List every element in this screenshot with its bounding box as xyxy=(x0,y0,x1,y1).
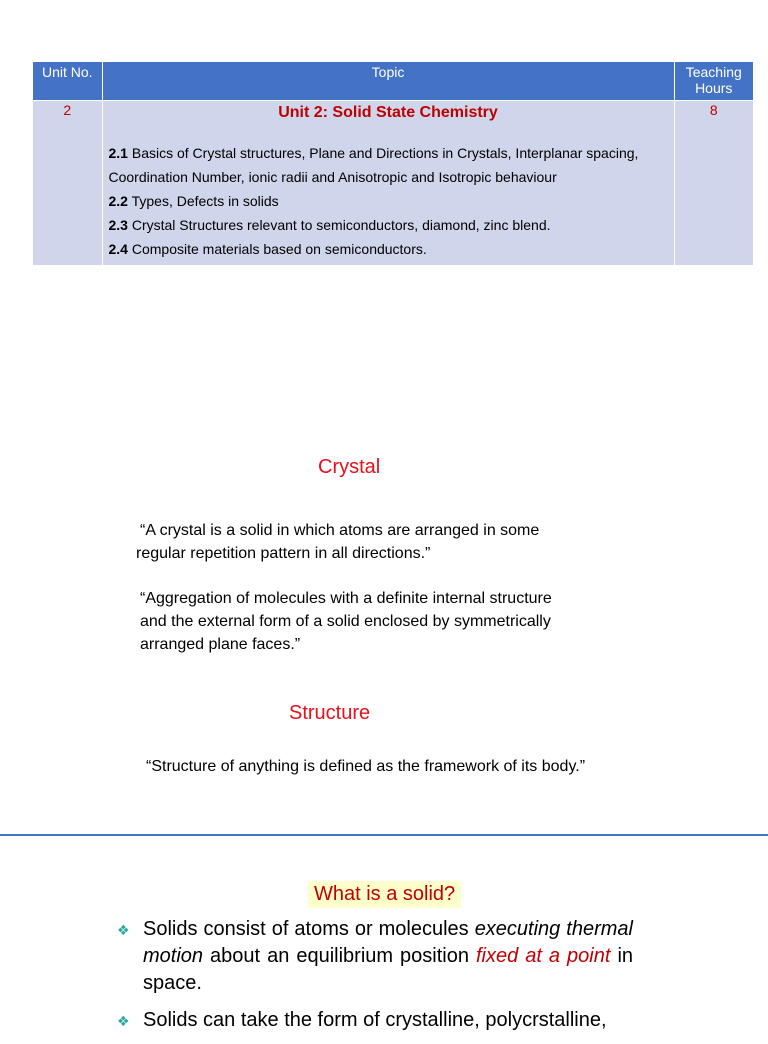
topic-text: Crystal Structures relevant to semiconductors, diamond, zinc blend. xyxy=(127,217,551,233)
header-hours-line1: Teaching xyxy=(685,64,742,80)
topic-line xyxy=(109,237,668,261)
cell-topic xyxy=(102,101,674,266)
structure-heading: Structure xyxy=(289,702,371,724)
table-header-row xyxy=(33,62,753,101)
four-diamond-bullet-icon: ❖ xyxy=(117,1013,130,1029)
list-item xyxy=(117,916,633,997)
topic-text: Coordination Number, ionic radii and Anisotropic and Isotropic behaviour xyxy=(108,169,557,185)
quote-line: regular repetition pattern in all directions.” xyxy=(136,545,431,562)
bullet-text: Solids consist of atoms or molecules xyxy=(143,918,475,940)
topic-line xyxy=(109,165,668,189)
topic-line xyxy=(109,141,668,165)
topic-text: Composite materials based on semiconductors. xyxy=(127,241,427,257)
quote-line: and the external form of a solid enclosed by symmetrically xyxy=(140,613,551,630)
quote-line: “Aggregation of molecules with a definite internal structure xyxy=(140,590,552,607)
quote-line: arranged plane faces.” xyxy=(140,636,301,653)
slide-divider xyxy=(0,834,768,836)
topic-text: Basics of Crystal structures, Plane and Directions in Crystals, Interplanar spacing, xyxy=(127,145,639,161)
unit-title: Unit 2: Solid State Chemistry xyxy=(278,104,498,121)
topic-line xyxy=(109,213,668,237)
bullet-text: in space. xyxy=(143,945,634,994)
table-row xyxy=(33,101,753,266)
four-diamond-bullet-icon: ❖ xyxy=(117,922,130,938)
crystal-heading: Crystal xyxy=(318,456,381,478)
header-hours-line2: Hours xyxy=(695,80,733,96)
bullet-emphasis-red: fixed at a point xyxy=(476,945,611,967)
solid-heading: What is a solid? xyxy=(308,881,461,908)
solid-bullet-list xyxy=(117,916,633,1044)
topic-text: Types, Defects in solids xyxy=(127,193,279,209)
structure-quote: “Structure of anything is defined as the framework of its body.” xyxy=(146,758,586,775)
syllabus-table xyxy=(33,62,753,265)
topic-number: 2.1 xyxy=(108,145,128,161)
bullet-emphasis: executing thermal motion xyxy=(143,918,633,967)
list-item xyxy=(117,1007,633,1034)
quote-line: “A crystal is a solid in which atoms are arranged in some xyxy=(140,522,540,539)
topic-number: 2.2 xyxy=(108,193,128,209)
header-topic: Topic xyxy=(102,62,674,101)
crystal-quote-1 xyxy=(136,519,539,565)
topic-number: 2.4 xyxy=(108,241,128,257)
crystal-quote-2 xyxy=(140,587,552,656)
header-unit-no: Unit No. xyxy=(33,62,102,101)
cell-teaching-hours: 8 xyxy=(674,101,753,266)
bullet-text: about an equilibrium position xyxy=(203,945,476,967)
bullet-text: Solids can take the form of crystalline, polycrstalline, xyxy=(143,1009,607,1031)
topic-number: 2.3 xyxy=(108,217,128,233)
topic-line xyxy=(109,189,668,213)
header-teaching-hours xyxy=(674,62,753,101)
cell-unit-no: 2 xyxy=(33,101,102,266)
